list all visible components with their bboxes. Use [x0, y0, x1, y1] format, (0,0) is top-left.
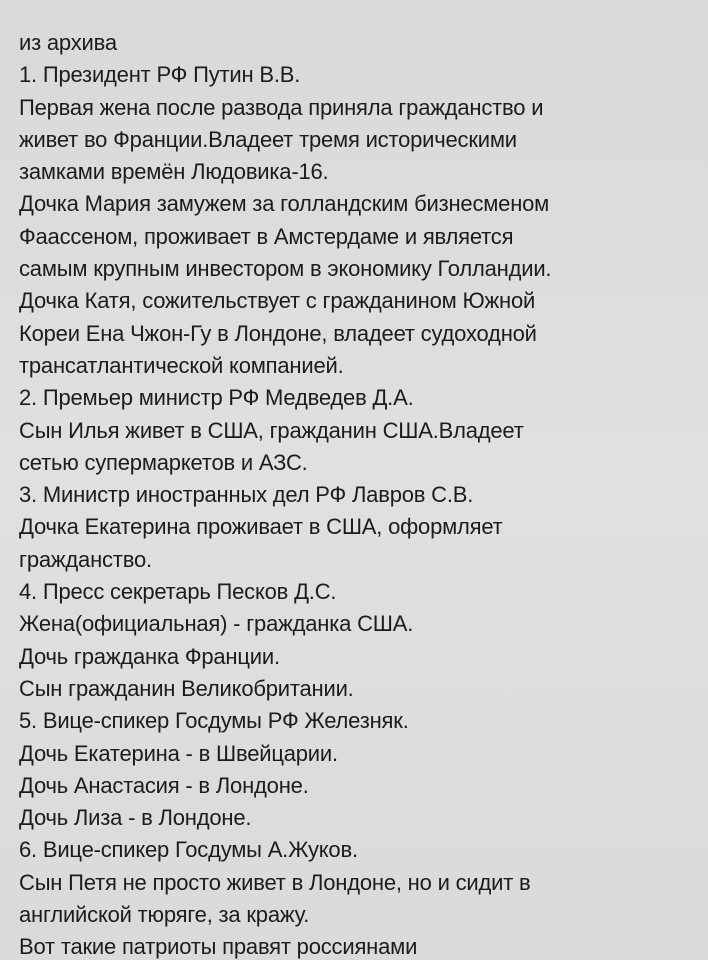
text-line: Дочка Катя, сожительствует с гражданином Южной — [19, 288, 536, 314]
text-line: Дочка Екатерина проживает в США, оформляет — [19, 514, 503, 540]
text-line: Вот такие патриоты правят россиянами — [19, 934, 418, 960]
text-line: из архива — [19, 30, 117, 55]
text-line: самым крупным инвестором в экономику Голландии. — [19, 256, 552, 282]
text-line: Сын Илья живет в США, гражданин США.Владеет — [19, 417, 524, 443]
text-line: Дочь Екатерина - в Швейцарии. — [19, 740, 338, 766]
text-line: Сын Петя не просто живет в Лондоне, но и сидит в — [19, 869, 531, 895]
text-line: Дочка Мария замужем за голландским бизнесменом — [19, 191, 550, 217]
text-line: 3. Министр иностранных дел РФ Лавров С.В. — [19, 482, 474, 508]
text-line: сетью супермаркетов и АЗС. — [19, 449, 308, 475]
document-text — [19, 27, 688, 960]
text-line: Сын гражданин Великобритании. — [19, 675, 354, 701]
text-line: 5. Вице-спикер Госдумы РФ Железняк. — [19, 708, 409, 734]
text-line: 4. Пресс секретарь Песков Д.С. — [19, 579, 337, 605]
text-line: Кореи Ена Чжон-Гу в Лондоне, владеет судоходной — [19, 320, 537, 346]
text-line: гражданство. — [19, 546, 152, 572]
text-line: Жена(официальная) - гражданка США. — [19, 611, 414, 637]
text-line: замками времён Людовика-16. — [19, 159, 329, 185]
text-line: Дочь Анастасия - в Лондоне. — [19, 772, 309, 798]
text-line: живет во Франции.Владеет тремя историческими — [19, 126, 517, 152]
text-line: 6. Вице-спикер Госдумы А.Жуков. — [19, 837, 358, 863]
text-line: 1. Президент РФ Путин В.В. — [19, 62, 301, 88]
text-line: Дочь гражданка Франции. — [19, 643, 280, 669]
text-line: Первая жена после развода приняла гражданство и — [19, 94, 544, 120]
text-line: 2. Премьер министр РФ Медведев Д.А. — [19, 385, 414, 411]
text-line: Дочь Лиза - в Лондоне. — [19, 805, 252, 831]
text-line: Фаассеном, проживает в Амстердаме и является — [19, 223, 514, 249]
text-line: трансатлантической компанией. — [19, 352, 344, 378]
text-line: английской тюряге, за кражу. — [19, 902, 310, 928]
